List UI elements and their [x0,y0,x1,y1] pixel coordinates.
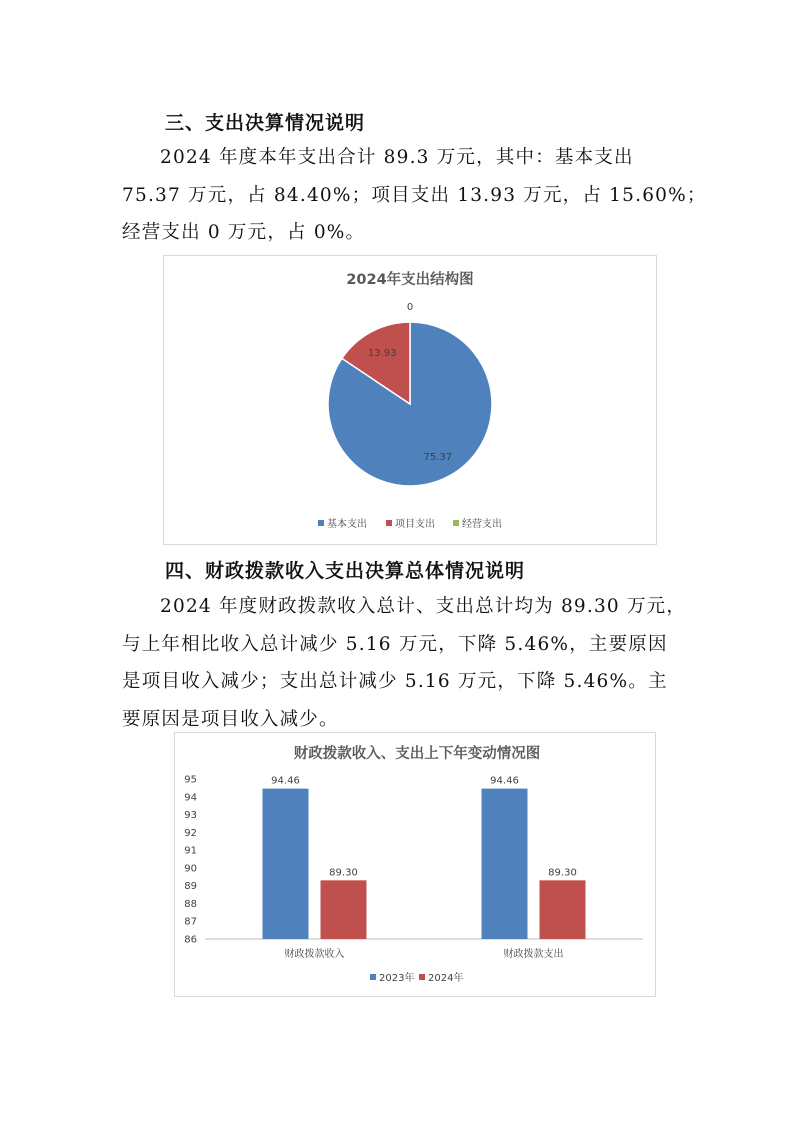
bar-data-label-1-2: 89.30 [329,867,358,879]
bar-2-1 [482,789,528,939]
section3-heading: 三、支出决算情况说明 [165,112,366,134]
bar-y-tick-7: 92 [184,827,197,839]
bar-y-tick-4: 89 [184,881,197,893]
pie-legend-label-2: 项目支出 [395,519,435,530]
bar-chart-svg [175,733,655,996]
bar-data-label-2-1: 94.46 [490,775,519,787]
section3-line-3: 经营支出 0 万元，占 0%。 [122,222,366,243]
pie-legend-swatch-2 [386,520,392,526]
pie-legend-label-1: 基本支出 [327,519,367,530]
bar-y-tick-6: 91 [184,845,197,857]
section4-line-3: 是项目收入减少；支出总计减少 5.16 万元，下降 5.46%。主 [122,671,668,692]
bar-legend [370,971,463,984]
bar-legend-swatch-1 [370,974,376,980]
bar-data-label-2-2: 89.30 [548,867,577,879]
section3-line-1: 2024 年度本年支出合计 89.3 万元，其中：基本支出 [160,147,634,168]
section4-heading: 四、财政拨款收入支出决算总体情况说明 [165,560,526,582]
bar-1-2 [321,880,367,939]
bar-legend-label-2: 2024年 [428,973,464,984]
pie-slices [328,322,492,486]
section3-paragraph [122,139,707,252]
pie-chart-title: 2024年支出结构图 [346,272,474,288]
pie-data-label-1: 75.37 [423,452,453,464]
bar-y-tick-8: 93 [184,810,197,822]
section4-paragraph [122,588,687,738]
pie-legend-label-3: 经营支出 [462,519,502,530]
pie-chart-svg [164,256,656,544]
bar-y-tick-3: 88 [184,898,197,910]
bar-1-1 [263,789,309,939]
pie-legend-swatch-1 [318,520,324,526]
bar-data-label-1-1: 94.46 [271,775,300,787]
section4-line-1: 2024 年度财政拨款收入总计、支出总计均为 89.30 万元， [160,596,687,617]
bar-bars [263,776,586,939]
bar-y-tick-9: 94 [184,792,197,804]
pie-data-label-3: 0 [406,302,414,313]
bar-x-label-2: 财政拨款支出 [503,949,564,960]
bar-chart [174,732,656,997]
pie-legend-swatch-3 [453,520,459,526]
bar-y-tick-1: 86 [184,934,197,946]
bar-legend-label-1: 2023年 [379,973,415,984]
bar-y-tick-5: 90 [184,863,197,875]
pie-legend [318,517,502,530]
bar-y-tick-10: 95 [184,774,197,786]
bar-y-tick-2: 87 [184,916,197,928]
bar-2-2 [540,880,586,939]
section4-line-2: 与上年相比收入总计减少 5.16 万元，下降 5.46%，主要原因 [122,633,668,655]
bar-chart-title: 财政拨款收入、支出上下年变动情况图 [293,746,541,762]
bar-x-axis [285,947,564,960]
section3-line-2: 75.37 万元，占 84.40%；项目支出 13.93 万元，占 15.60%； [122,184,707,206]
section4-line-4: 要原因是项目收入减少。 [122,708,339,730]
bar-legend-swatch-2 [419,974,425,980]
pie-data-label-2: 13.93 [367,347,397,359]
bar-x-label-1: 财政拨款收入 [284,949,345,960]
pie-chart [163,255,657,545]
